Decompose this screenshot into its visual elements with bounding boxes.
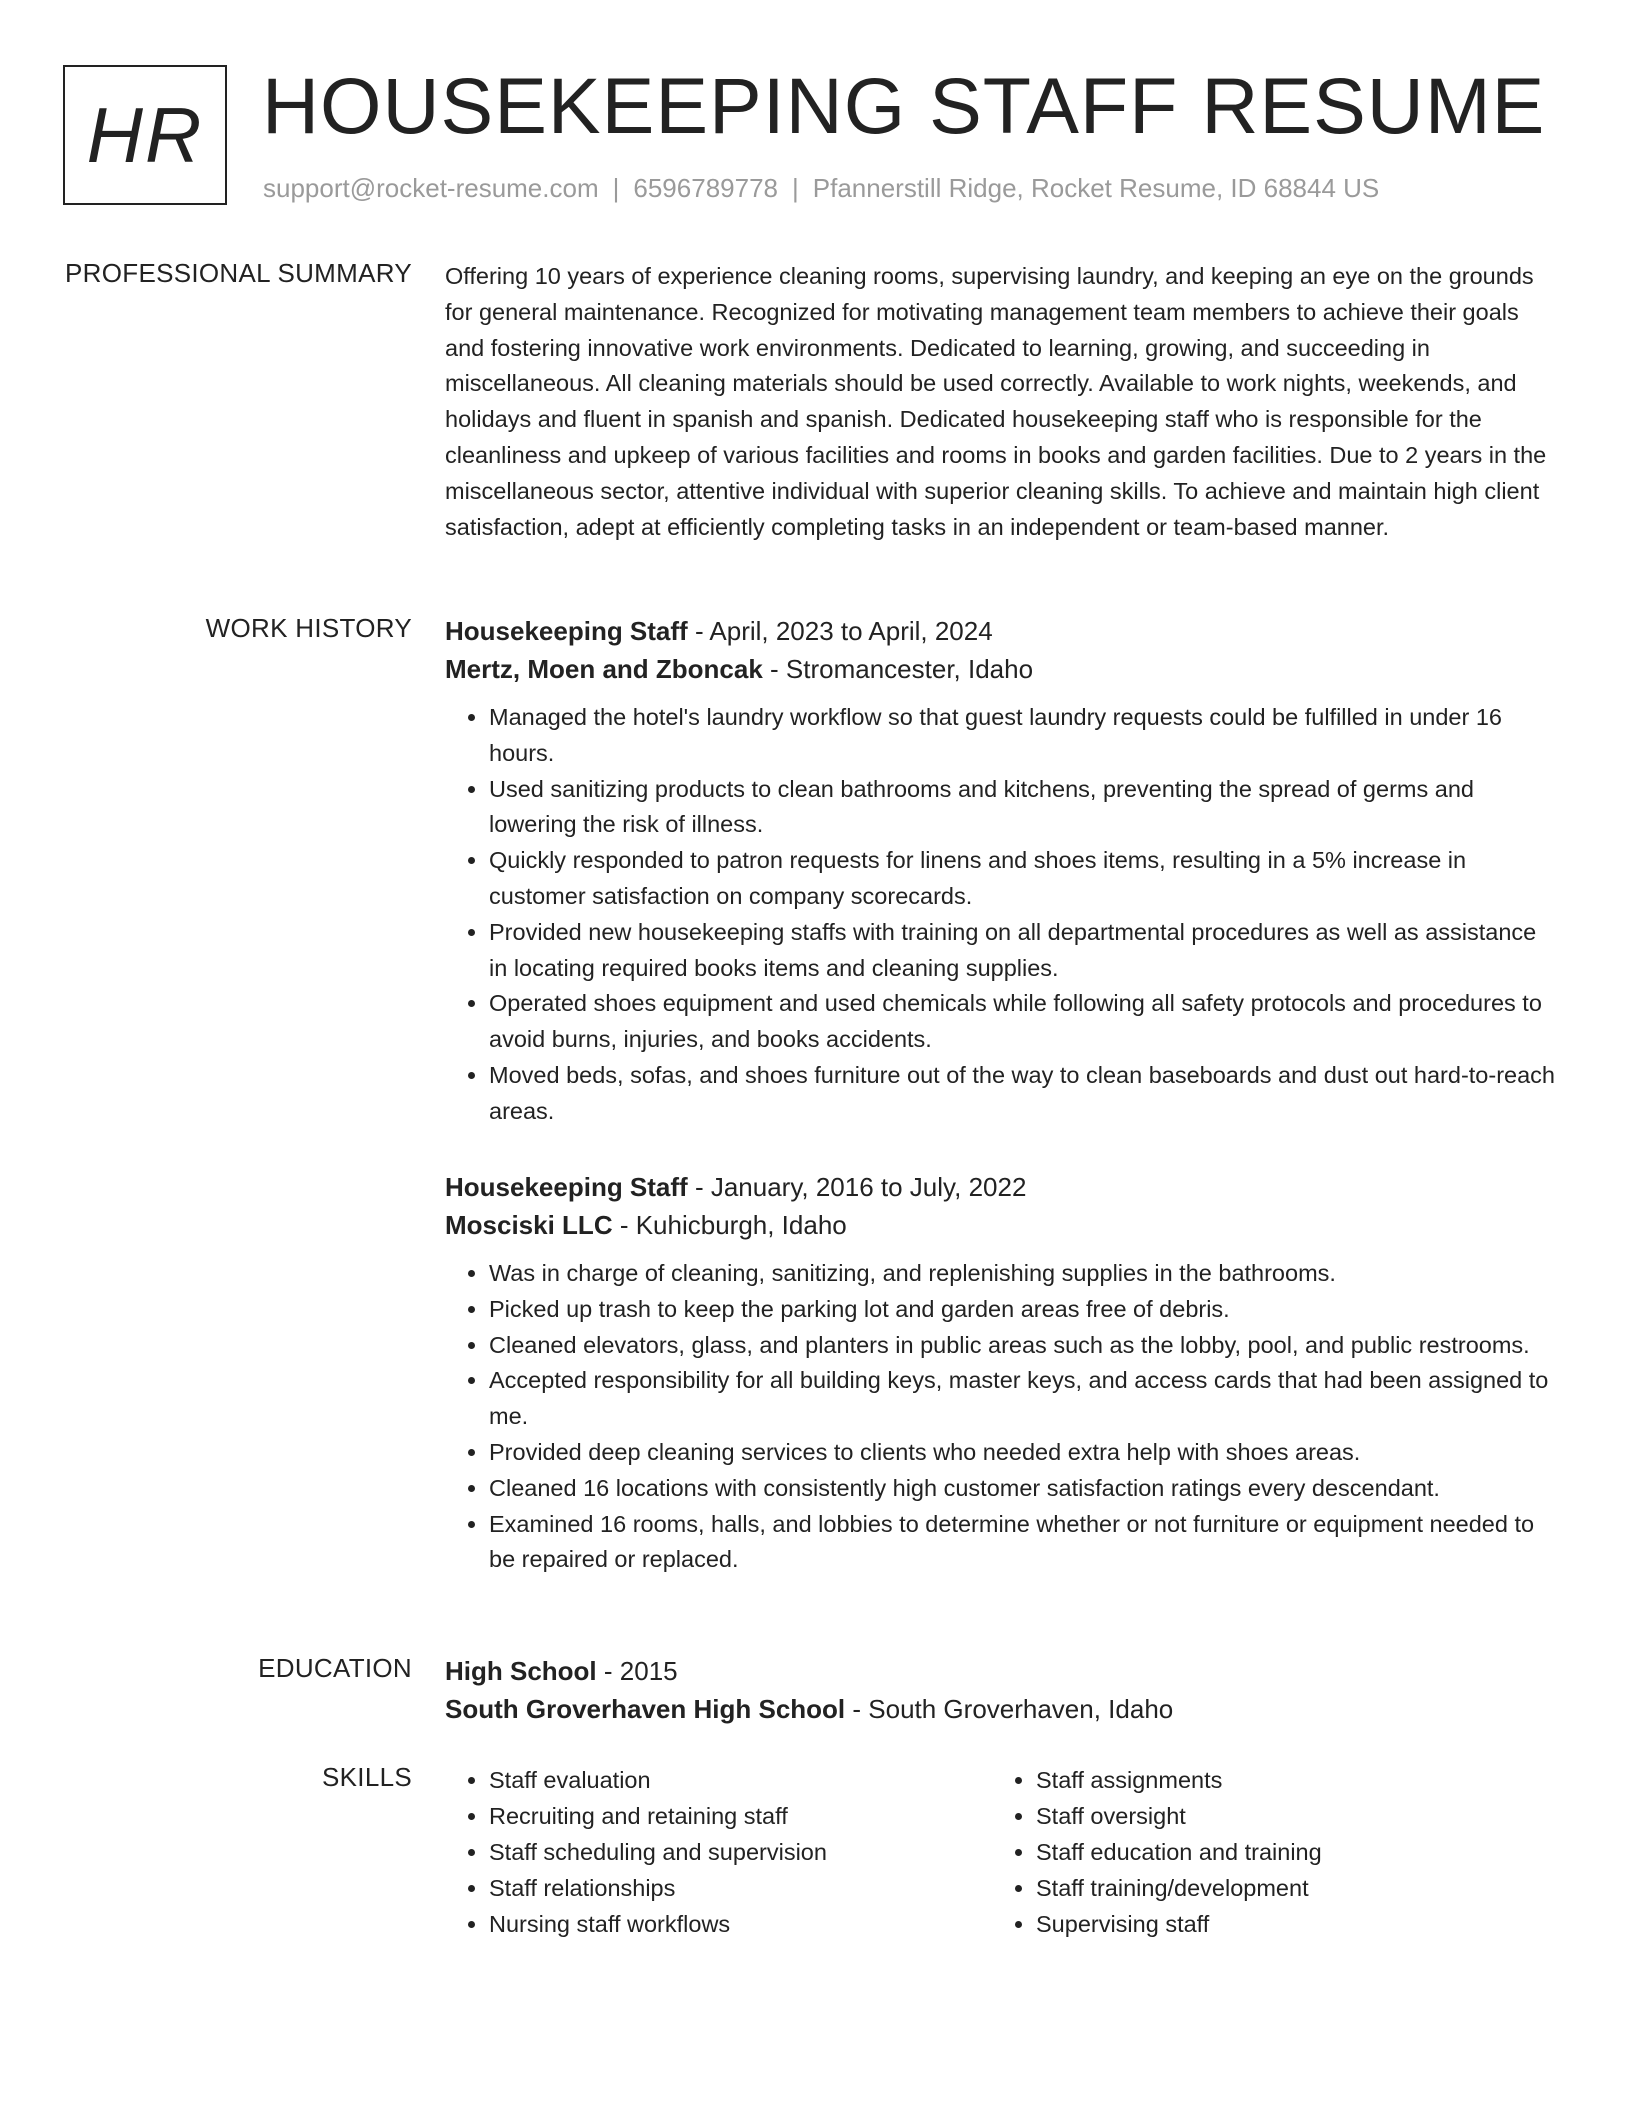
list-item: • Recruiting and retaining staff bbox=[489, 1798, 985, 1834]
job-company: Mosciski LLC bbox=[445, 1210, 613, 1240]
section-label-work-history: WORK HISTORY bbox=[205, 613, 412, 643]
list-item: • Staff training/development bbox=[1036, 1870, 1532, 1906]
contact-phone[interactable]: 6596789778 bbox=[633, 173, 778, 203]
monogram: HR bbox=[63, 65, 227, 205]
job-company-line bbox=[445, 650, 1560, 688]
list-item: • Nursing staff workflows bbox=[489, 1906, 985, 1942]
job-company-line bbox=[445, 1206, 1560, 1244]
summary-body bbox=[445, 259, 1560, 545]
skills-list bbox=[445, 1762, 985, 1942]
list-item: • Used sanitizing products to clean bathrooms and kitchens, preventing the spread of germs and lowering the risk of illness. bbox=[489, 772, 1560, 844]
education-entry bbox=[445, 1652, 1560, 1728]
list-item: • Cleaned elevators, glass, and planters in public areas such as the lobby, pool, and public restrooms. bbox=[489, 1328, 1560, 1364]
list-item: • Supervising staff bbox=[1036, 1906, 1532, 1942]
list-item: • Staff relationships bbox=[489, 1870, 985, 1906]
section-label-skills: SKILLS bbox=[322, 1762, 412, 1792]
job-title: Housekeeping Staff bbox=[445, 1172, 688, 1202]
list-item: • Examined 16 rooms, halls, and lobbies to determine whether or not furniture or equipment needed to be repaired or replaced. bbox=[489, 1507, 1560, 1579]
list-item: • Moved beds, sofas, and shoes furniture out of the way to clean baseboards and dust out hard-to-reach areas. bbox=[489, 1058, 1560, 1130]
job-location: - Stromancester, Idaho bbox=[762, 654, 1034, 684]
list-item: • Quickly responded to patron requests for linens and shoes items, resulting in a 5% increase in customer satisfaction on company scorecards. bbox=[489, 843, 1560, 915]
education-degree: High School bbox=[445, 1656, 597, 1686]
list-item: • Operated shoes equipment and used chemicals while following all safety protocols and procedures to avoid burns, injuries, and books accidents. bbox=[489, 986, 1560, 1058]
resume-header bbox=[63, 61, 1583, 210]
list-item: • Cleaned 16 locations with consistently high customer satisfaction ratings every descendant. bbox=[489, 1471, 1560, 1507]
job-title-line bbox=[445, 1168, 1560, 1206]
section-label-summary: PROFESSIONAL SUMMARY bbox=[65, 258, 412, 288]
list-item: • Staff assignments bbox=[1036, 1762, 1532, 1798]
contact-separator: | bbox=[792, 173, 799, 203]
list-item: • Staff education and training bbox=[1036, 1834, 1532, 1870]
list-item: • Staff scheduling and supervision bbox=[489, 1834, 985, 1870]
list-item: • Was in charge of cleaning, sanitizing, and replenishing supplies in the bathrooms. bbox=[489, 1256, 1560, 1292]
summary-text: Offering 10 years of experience cleaning rooms, supervising laundry, and keeping an eye on the grounds for general maintenance. Recognized for motivating management team members to achieve their goals and fostering innovative work environments. Dedicated to learning, growing, and succeeding in miscellaneous. All cleaning materials should be used correctly. Available to work nights, weekends, and holidays and fluent in spanish and spanish. Dedicated housekeeping staff who is responsible for the cleanliness and upkeep of various facilities and rooms in books and garden facilities. Due to 2 years in the miscellaneous sector, attentive individual with superior cleaning skills. To achieve and maintain high client satisfaction, adept at efficiently completing tasks in an independent or team-based manner. bbox=[445, 263, 1547, 540]
job-title: Housekeeping Staff bbox=[445, 616, 688, 646]
contact-line bbox=[263, 173, 1379, 204]
contact-separator: | bbox=[612, 173, 620, 203]
skills-column-right bbox=[992, 1762, 1532, 1942]
contact-address: Pfannerstill Ridge, Rocket Resume, ID 68844 US bbox=[812, 173, 1380, 203]
list-item: • Managed the hotel's laundry workflow so that guest laundry requests could be fulfilled in under 16 hours. bbox=[489, 700, 1560, 772]
list-item: • Provided new housekeeping staffs with training on all departmental procedures as well as assistance in locating required books items and cleaning supplies. bbox=[489, 915, 1560, 987]
skills-list bbox=[992, 1762, 1532, 1942]
job-title-line bbox=[445, 612, 1560, 650]
job-bullets bbox=[445, 700, 1560, 1130]
job-bullets bbox=[445, 1256, 1560, 1578]
list-item: • Picked up trash to keep the parking lot and garden areas free of debris. bbox=[489, 1292, 1560, 1328]
job-dates: - April, 2023 to April, 2024 bbox=[687, 616, 993, 646]
section-label-education: EDUCATION bbox=[258, 1653, 412, 1683]
job-company: Mertz, Moen and Zboncak bbox=[445, 654, 763, 684]
page-title: HOUSEKEEPING STAFF RESUME bbox=[262, 61, 1546, 150]
education-year: - 2015 bbox=[596, 1656, 678, 1686]
list-item: • Staff evaluation bbox=[489, 1762, 985, 1798]
job-entry bbox=[445, 1168, 1560, 1578]
job-location: - Kuhicburgh, Idaho bbox=[612, 1210, 847, 1240]
education-school: South Groverhaven High School bbox=[445, 1694, 846, 1724]
list-item: • Provided deep cleaning services to clients who needed extra help with shoes areas. bbox=[489, 1435, 1560, 1471]
job-entry bbox=[445, 612, 1560, 1130]
education-degree-line bbox=[445, 1652, 1560, 1690]
list-item: • Staff oversight bbox=[1036, 1798, 1532, 1834]
contact-email[interactable]: support@rocket-resume.com bbox=[263, 173, 599, 203]
education-school-line bbox=[445, 1690, 1560, 1728]
job-dates: - January, 2016 to July, 2022 bbox=[687, 1172, 1027, 1202]
list-item: • Accepted responsibility for all building keys, master keys, and access cards that had been assigned to me. bbox=[489, 1363, 1560, 1435]
skills-column-left bbox=[445, 1762, 985, 1942]
education-location: - South Groverhaven, Idaho bbox=[845, 1694, 1174, 1724]
